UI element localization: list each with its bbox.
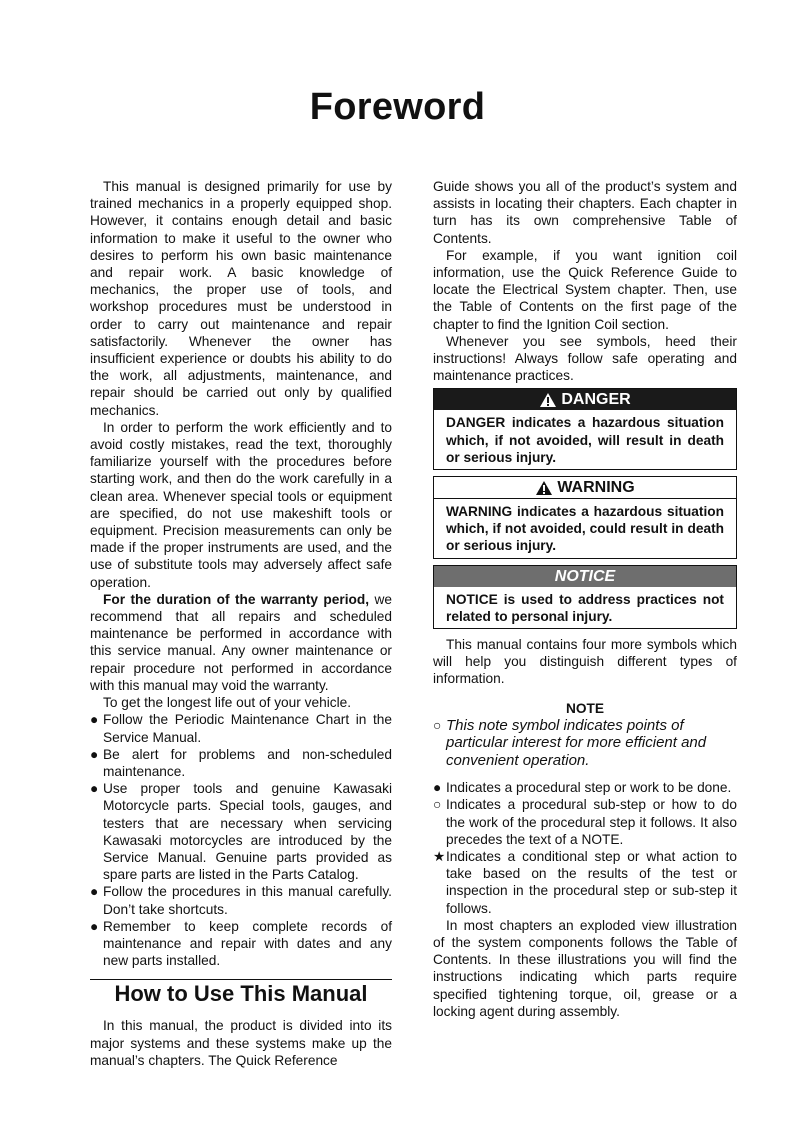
star-icon: ★ xyxy=(433,848,446,864)
warranty-bold-text: For the duration of the warranty period, xyxy=(103,591,370,607)
warranty-text: we recommend that all repairs and scheduled maintenance be performed in accordance with this service manual. Any owner maintenance or repair procedure not performed in accordance with this manual may void the warranty. xyxy=(90,591,392,693)
list-item-text: Remember to keep complete records of maintenance and repair with dates and any new parts installed. xyxy=(103,918,392,969)
continuation-paragraph: Guide shows you all of the product’s system and assists in locating their chapters. Each chapter in turn has its own comprehensive Table of Contents. xyxy=(433,179,737,246)
warning-text: WARNING indicates a hazardous situation which, if not avoided, could result in death or serious injury. xyxy=(446,504,724,554)
closing-paragraph: In most chapters an exploded view illustration of the system components follows the Table of Contents. In these illustrations you will find the instructions indicating which parts require specified tightening torque, oil, grease or a locking agent during assembly. xyxy=(433,917,737,1019)
step-item xyxy=(433,796,737,848)
tips-intro: To get the longest life out of your vehicle. xyxy=(103,695,352,711)
hollow-circle-icon: ○ xyxy=(433,717,442,733)
body-paragraph: For example, if you want ignition coil information, use the Quick Reference Guide to locate the Electrical System chapter. Then, use the Table of Contents on the first page of the chapter to find the Ignition Coil section. xyxy=(433,247,737,332)
bullet-icon: ● xyxy=(90,884,99,900)
danger-label: DANGER xyxy=(561,391,631,409)
warranty-paragraph xyxy=(90,591,392,694)
list-item xyxy=(90,780,392,883)
note xyxy=(433,717,737,769)
bullet-icon: ● xyxy=(90,746,99,762)
list-item xyxy=(90,746,392,780)
step-item xyxy=(433,848,737,917)
note-title: NOTE xyxy=(565,700,605,716)
filled-circle-icon: ● xyxy=(433,780,442,796)
step-item xyxy=(433,779,737,796)
list-item xyxy=(90,883,392,917)
notice-box xyxy=(433,565,737,629)
section-paragraph: In this manual, the product is divided into its major systems and these systems make up the manual’s chapters. The Quick Reference xyxy=(90,1018,392,1068)
step-text: Indicates a procedural sub-step or how to do the work of the procedural step it follows. It also precedes the text of a NOTE. xyxy=(446,797,737,847)
hollow-circle-icon: ○ xyxy=(433,797,442,813)
warning-box xyxy=(433,476,737,559)
bullet-icon: ● xyxy=(90,918,99,934)
list-item-text: Be alert for problems and non-scheduled maintenance. xyxy=(103,746,392,779)
warning-header xyxy=(434,477,736,499)
right-column xyxy=(433,178,737,1020)
danger-text: DANGER indicates a hazardous situation which, if not avoided, will result in death or serious injury. xyxy=(446,415,724,465)
section-heading: How to Use This Manual xyxy=(90,979,392,1007)
intro-paragraph: In order to perform the work efficiently and to avoid costly mistakes, read the text, thoroughly familiarize yourself with the procedures before starting work, and then do the work carefully in a clean area. Whenever special tools or equipment are specified, do not use makeshift tools or equipment. Precision measurements can only be made if the proper instruments are used, and the use of substitute tools may adversely affect safe operation. xyxy=(90,419,392,590)
bullet-icon: ● xyxy=(90,712,99,728)
warning-label: WARNING xyxy=(557,479,635,497)
notice-header xyxy=(434,566,736,587)
symbols-intro: This manual contains four more symbols which will help you distinguish different types of information. xyxy=(433,637,737,687)
tips-list xyxy=(90,711,392,969)
intro-paragraph: This manual is designed primarily for use by trained mechanics in a properly equipped shop. However, it contains enough detail and basic information to make it useful to the owner who desires to perform his own basic maintenance and repair work. A basic knowledge of mechanics, the proper use of tools, and workshop procedures must be understood in order to carry out maintenance and repair satisfactorily. Whenever the owner has insufficient experience or doubts his ability to do the work, all adjustments, maintenance, and repair should be carried out only by qualified mechanics. xyxy=(90,179,392,418)
list-item-text: Follow the procedures in this manual carefully. Don’t take shortcuts. xyxy=(103,884,392,917)
warning-triangle-icon xyxy=(539,392,557,408)
list-item xyxy=(90,711,392,745)
body-paragraph: Whenever you see symbols, heed their instructions! Always follow safe operating and maintenance practices. xyxy=(433,333,737,384)
step-text: Indicates a conditional step or what action to take based on the results of the test or inspection in the procedural step or sub-step it follows. xyxy=(446,848,737,916)
page-title: Foreword xyxy=(309,86,486,128)
warning-triangle-icon xyxy=(535,480,553,496)
notice-label: NOTICE xyxy=(554,567,616,585)
left-column xyxy=(90,178,392,1069)
danger-box xyxy=(433,388,737,470)
list-item-text: Follow the Periodic Maintenance Chart in the Service Manual. xyxy=(103,712,392,745)
note-text: This note symbol indicates points of particular interest for more efficient and convenient operation. xyxy=(446,716,707,769)
step-text: Indicates a procedural step or work to be done. xyxy=(446,780,732,796)
notice-text: NOTICE is used to address practices not related to personal injury. xyxy=(446,591,724,624)
danger-header xyxy=(434,389,736,410)
bullet-icon: ● xyxy=(90,781,99,797)
list-item xyxy=(90,918,392,970)
list-item-text: Use proper tools and genuine Kawasaki Motorcycle parts. Special tools, gauges, and testers that are necessary when servicing Kawasaki motorcycles are introduced by the Service Manual. Genuine parts provided as spare parts are listed in the Parts Catalog. xyxy=(103,781,392,883)
